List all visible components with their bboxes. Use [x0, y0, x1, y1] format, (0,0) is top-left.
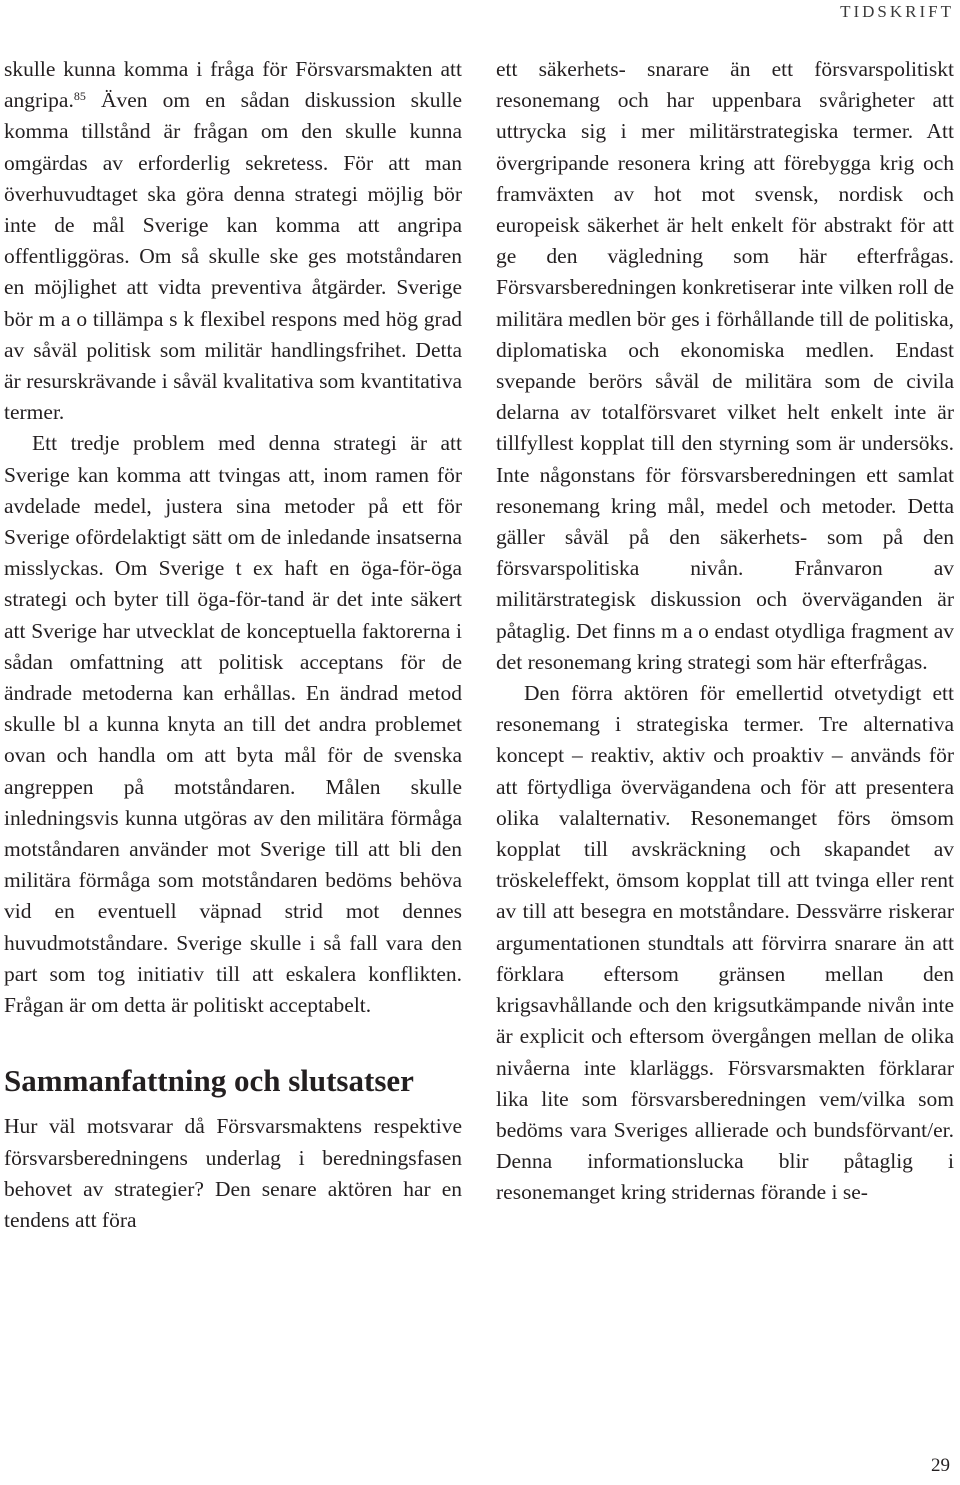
right-column: [496, 54, 954, 1209]
left-paragraph-1: [4, 54, 462, 428]
running-head: TIDSKRIFT: [840, 2, 954, 21]
page-number: 29: [931, 1455, 950, 1476]
left-column: [4, 54, 462, 1236]
left-paragraph-3: Hur väl motsvarar då Försvarsmaktens respektive försvarsberedningens underlag i beredningsfasen behovet av strategier? Den senare aktören har en tendens att föra: [4, 1114, 462, 1232]
section-heading: Sammanfattning och slutsatser: [4, 1063, 414, 1099]
right-paragraph-1: ett säkerhets- snarare än ett försvarspolitiskt resonemang och har uppenbara svårigheter att uttrycka sig i mer militärstrategiska termer. Att övergripande resonera kring att förebygga krig och framväxten av hot mot svensk, nordisk och europeisk säkerhet är helt enkelt för abstrakt för att ge den vägledning som här efterfrågas. Försvarsberedningen konkretiserar inte vilken roll de militära medlen bör ges i förhållande till de politiska, diplomatiska och ekonomiska medlen. Endast svepande berörs såväl de militära som de civila delarna av totalförsvaret vilket helt enkelt inte är tillfyllest kopplat till den styrning som är undersöks. Inte någonstans för försvarsberedningen ett samlat resonemang kring mål, medel och metoder. Detta gäller såväl på den säkerhets- som på den försvarspolitiska nivån. Frånvaron av militärstrategisk diskussion och överväganden är påtaglig. Det finns m a o endast otydliga fragment av det resonemang kring strategi som här efterfrågas.: [496, 57, 954, 674]
left-paragraph-1-text: skulle kunna komma i fråga för Försvarsmakten att angripa.: [4, 57, 462, 113]
left-paragraph-1-continuation: Även om en sådan diskussion skulle komma tillstånd är frågan om den skulle kunna omgärdas av erforderlig sekretess. För att man överhuvudtaget ska göra denna strategi möjlig bör inte de mål Sverige kan komma att angripa offentliggöras. Om så skulle ske ges motståndaren en möjlighet att vidta preventiva åtgärder. Sverige bör m a o tillämpa s k flexibel respons med hög grad av såväl politisk som militär handlingsfrihet. Detta är resurskrävande i såväl kvalitativa som kvantitativa termer.: [4, 88, 462, 425]
footnote-reference: 85: [73, 89, 86, 104]
left-paragraph-2: Ett tredje problem med denna strategi är att Sverige kan komma att tvingas att, inom ramen för avdelade medel, justera sina metoder på ett för Sverige ofördelaktigt sätt om de inledande insatserna misslyckas. Om Sverige t ex haft en öga-för-öga strategi och byter till öga-för-tand är det inte säkert att Sverige har utvecklat de konceptuella faktorerna i sådan omfattning att politisk acceptans för de ändrade metoderna kan erhållas. En ändrad metod skulle bl a kunna knyta an till det andra problemet ovan och handla om att byta mål för de svenska angreppen på motståndaren. Målen skulle inledningsvis kunna utgöras av den militära förmåga motståndaren använder mot Sverige till att bli den militära förmåga som motståndaren bedöms behöva vid en eventuell väpnad strid mot dennes huvudmotståndare. Sverige skulle i så fall vara den part som tog initiativ till att eskalera konflikten. Frågan är om detta är politiskt acceptabelt.: [4, 431, 462, 1018]
right-paragraph-2: Den förra aktören för emellertid otvetydigt ett resonemang i strategiska termer. Tre alternativa koncept – reaktiv, aktiv och proaktiv – används för att förtydliga övervägandena och för att presentera olika valalternativ. Resonemanget förs ömsom kopplat till avskräckning och skapandet av tröskeleffekt, ömsom kopplat till att tvinga eller rent av till att besegra en motståndare. Dessvärre riskerar argumentationen stundtals att förvirra snarare än att förklara eftersom gränsen mellan den krigsavhållande och den krigsutkämpande nivån inte är explicit och eftersom övergången mellan de olika nivåerna inte klarläggs. Försvarsmakten förklarar lika lite som försvarsberedningen vem/vilka som bedöms vara Sveriges allierade och bundsförvant/er. Denna informationslucka blir påtaglig i resonemanget kring stridernas förande i se-: [496, 681, 954, 1205]
